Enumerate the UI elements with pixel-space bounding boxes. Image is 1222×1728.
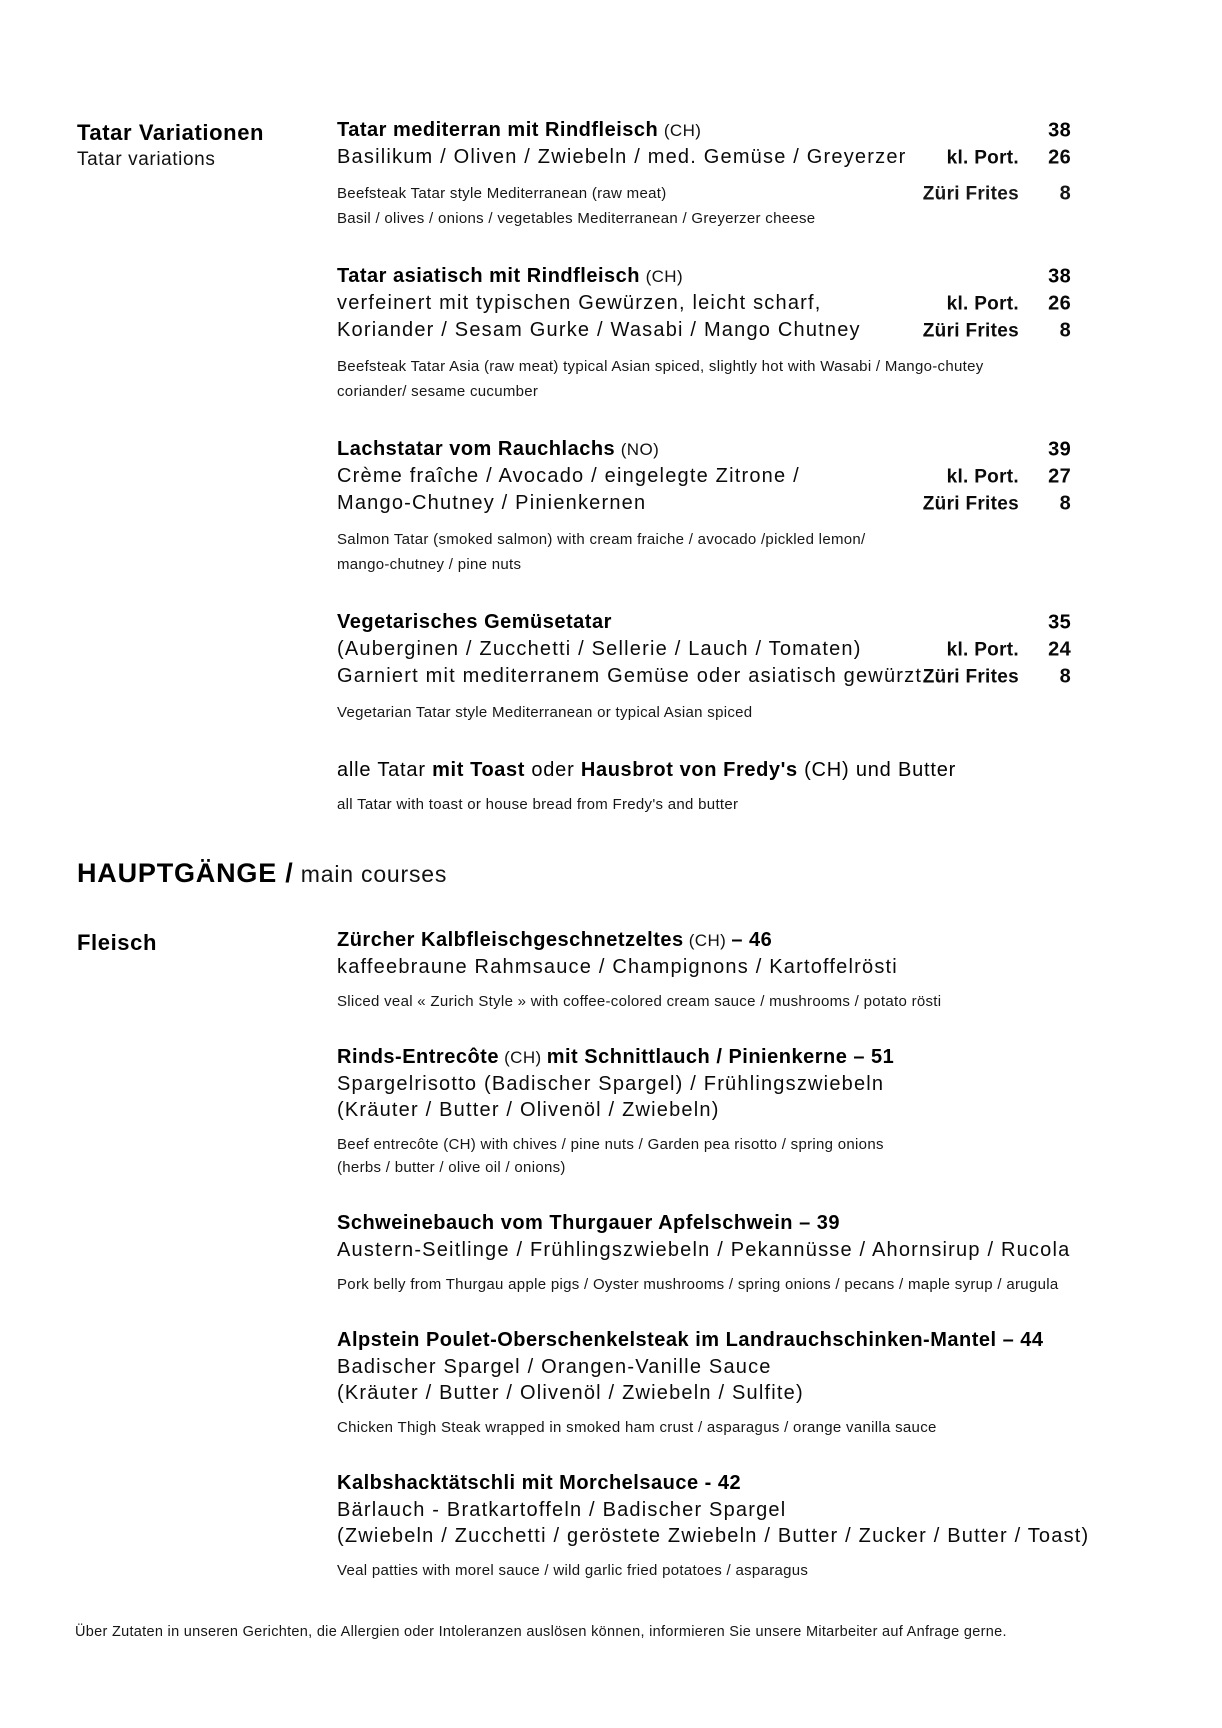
fleisch-items	[337, 927, 1090, 1613]
price-value: 8	[1059, 492, 1071, 514]
item-title-line	[337, 1470, 1071, 1497]
tatar-note-segment: (CH) und Butter	[797, 759, 957, 781]
item-origin-tag: (NO)	[620, 440, 660, 459]
price-size-label: kl. Port.	[946, 147, 1019, 168]
tatar-note-segment: oder	[524, 759, 581, 781]
item-description-de: Badischer Spargel / Orangen-Vanille Sauce	[337, 1356, 772, 1378]
item-description-en	[337, 379, 1071, 404]
item-title-line	[337, 436, 1071, 463]
menu-item	[337, 1470, 1090, 1582]
menu-item	[337, 436, 1071, 577]
section-tatar	[77, 117, 1148, 817]
main-courses-heading	[77, 857, 1148, 894]
item-translation-block	[337, 700, 1071, 725]
section-fleisch	[77, 927, 1148, 1613]
price-value: 38	[1048, 119, 1071, 141]
item-description-de	[337, 317, 1071, 344]
price-value: 8	[1059, 665, 1071, 687]
item-description-en	[337, 700, 1071, 725]
tatar-note-translation	[337, 792, 1071, 817]
item-title: Tatar mediterran mit Rindfleisch	[337, 119, 659, 141]
item-description-de	[337, 490, 1071, 517]
item-translation-text: Beefsteak Tatar Asia (raw meat) typical Asian spiced, slightly hot with Wasabi / Mango-chutey	[337, 358, 984, 375]
item-origin-tag: (CH)	[683, 931, 732, 950]
item-translation-block	[337, 1133, 1071, 1179]
item-title-line	[337, 117, 1071, 144]
price-value: 26	[1048, 292, 1071, 314]
item-translation-block	[337, 527, 1071, 577]
item-translation-block	[337, 181, 1071, 231]
price-value: 38	[1048, 265, 1071, 287]
item-title: – 46	[731, 929, 773, 951]
item-description-de	[337, 636, 1071, 663]
item-translation-text: Beefsteak Tatar style Mediterranean (raw meat)	[337, 185, 667, 202]
menu-item	[337, 927, 1071, 1013]
item-description-de: (Kräuter / Butter / Olivenöl / Zwiebeln)	[337, 1099, 720, 1121]
item-title: Schweinebauch vom Thurgauer Apfelschwein – 39	[337, 1212, 840, 1234]
item-title-line	[337, 609, 1071, 636]
item-title: Kalbshacktätschli mit Morchelsauce - 42	[337, 1472, 742, 1494]
menu-item	[337, 1044, 1071, 1179]
item-description-text: Basilikum / Oliven / Zwiebeln / med. Gemüse / Greyerzer	[337, 146, 907, 168]
item-description-en	[337, 206, 1071, 231]
main-courses-heading-en: main courses	[293, 861, 448, 887]
price-size-label: Züri Frites	[922, 493, 1019, 514]
price-value: 8	[1059, 319, 1071, 341]
item-description-text: Mango-Chutney / Pinienkernen	[337, 492, 647, 514]
item-title: mit Schnittlauch / Pinienkerne – 51	[546, 1046, 895, 1068]
item-description-de: Bärlauch - Bratkartoffeln / Badischer Spargel	[337, 1499, 787, 1521]
price-size-label: Züri Frites	[922, 320, 1019, 341]
item-title-line	[337, 1044, 1071, 1071]
item-translation-block	[337, 354, 1071, 404]
item-title: Rinds-Entrecôte	[337, 1046, 499, 1068]
item-translation-block	[337, 990, 1071, 1013]
item-description-en: (herbs / butter / olive oil / onions)	[337, 1159, 566, 1176]
price-value: 26	[1048, 146, 1071, 168]
menu-item	[337, 1327, 1071, 1439]
item-description-en	[337, 527, 1071, 552]
item-description-en	[337, 181, 1071, 206]
menu-item	[337, 609, 1071, 725]
item-description-de: Spargelrisotto (Badischer Spargel) / Frühlingszwiebeln	[337, 1073, 885, 1095]
item-translation-text: Salmon Tatar (smoked salmon) with cream fraiche / avocado /pickled lemon/	[337, 531, 866, 548]
item-translation-text: mango-chutney / pine nuts	[337, 556, 522, 573]
menu-item	[337, 1210, 1071, 1296]
tatar-note-segment: mit Toast	[432, 759, 525, 781]
item-description-en: Chicken Thigh Steak wrapped in smoked ham crust / asparagus / orange vanilla sauce	[337, 1419, 937, 1436]
item-description-de: Austern-Seitlinge / Frühlingszwiebeln / Pekannüsse / Ahornsirup / Rucola	[337, 1239, 1071, 1261]
item-translation-text: coriander/ sesame cucumber	[337, 383, 539, 400]
price-size-label: Züri Frites	[922, 183, 1019, 204]
item-title: Zürcher Kalbfleischgeschnetzeltes	[337, 929, 684, 951]
price-value: 27	[1048, 465, 1071, 487]
tatar-note-en-line: all Tatar with toast or house bread from Fredy's and butter	[337, 796, 739, 813]
price-size-label: Züri Frites	[922, 666, 1019, 687]
main-courses-heading-de: HAUPTGÄNGE /	[77, 858, 294, 888]
item-title-line	[337, 1327, 1071, 1354]
fleisch-section-label	[77, 927, 337, 957]
item-description-de	[337, 144, 1071, 171]
item-description-text: Crème fraîche / Avocado / eingelegte Zitrone /	[337, 465, 800, 487]
tatar-section-subtitle: Tatar variations	[77, 149, 216, 170]
price-value: 8	[1059, 182, 1071, 204]
tatar-note-segment: Hausbrot von Fredy's	[580, 759, 798, 781]
tatar-section-title: Tatar Variationen	[77, 120, 265, 145]
fleisch-section-title: Fleisch	[77, 930, 158, 955]
tatar-note	[337, 757, 1071, 784]
tatar-note-segment: alle Tatar	[337, 759, 433, 781]
item-title: Vegetarisches Gemüsetatar	[337, 611, 612, 633]
item-description-de: kaffeebraune Rahmsauce / Champignons / Kartoffelrösti	[337, 956, 898, 978]
item-description-en: Pork belly from Thurgau apple pigs / Oyster mushrooms / spring onions / pecans / maple syrup / arugula	[337, 1276, 1059, 1293]
tatar-section-label	[77, 117, 337, 173]
item-description-de: (Kräuter / Butter / Olivenöl / Zwiebeln / Sulfite)	[337, 1382, 804, 1404]
item-description-en: Veal patties with morel sauce / wild garlic fried potatoes / asparagus	[337, 1562, 809, 1579]
price-value: 39	[1048, 438, 1071, 460]
price-value: 24	[1048, 638, 1071, 660]
price-size-label: kl. Port.	[946, 293, 1019, 314]
item-origin-tag: (CH)	[663, 121, 702, 140]
item-description-de	[337, 463, 1071, 490]
item-origin-tag: (CH)	[645, 267, 684, 286]
item-description-text: (Auberginen / Zucchetti / Sellerie / Lauch / Tomaten)	[337, 638, 862, 660]
item-title-line	[337, 927, 1071, 954]
item-description-text: Koriander / Sesam Gurke / Wasabi / Mango Chutney	[337, 319, 861, 341]
item-description-de	[337, 663, 1071, 690]
item-description-en	[337, 354, 1071, 379]
price-size-label: kl. Port.	[946, 639, 1019, 660]
item-description-text: verfeinert mit typischen Gewürzen, leicht scharf,	[337, 292, 822, 314]
item-description-text: Garniert mit mediterranem Gemüse oder asiatisch gewürzt	[337, 665, 923, 687]
tatar-items	[337, 117, 1071, 817]
item-title: Lachstatar vom Rauchlachs	[337, 438, 616, 460]
item-origin-tag: (CH)	[498, 1048, 547, 1067]
item-description-en	[337, 552, 1071, 577]
menu-item	[337, 117, 1071, 231]
item-description-de: (Zwiebeln / Zucchetti / geröstete Zwiebeln / Butter / Zucker / Butter / Toast)	[337, 1525, 1090, 1547]
price-value: 35	[1048, 611, 1071, 633]
allergen-footer-note: Über Zutaten in unseren Gerichten, die Allergien oder Intoleranzen auslösen können, informieren Sie unsere Mitarbeiter auf Anfrage gerne.	[75, 1624, 1007, 1640]
item-translation-text: Basil / olives / onions / vegetables Mediterranean / Greyerzer cheese	[337, 210, 816, 227]
item-description-en: Beef entrecôte (CH) with chives / pine nuts / Garden pea risotto / spring onions	[337, 1136, 884, 1153]
item-description-en: Sliced veal « Zurich Style » with coffee-colored cream sauce / mushrooms / potato rösti	[337, 993, 942, 1010]
price-size-label: kl. Port.	[946, 466, 1019, 487]
item-title: Alpstein Poulet-Oberschenkelsteak im Landrauchschinken-Mantel – 44	[337, 1329, 1044, 1351]
item-title-line	[337, 263, 1071, 290]
item-translation-block	[337, 1273, 1071, 1296]
item-description-de	[337, 290, 1071, 317]
item-title: Tatar asiatisch mit Rindfleisch	[337, 265, 640, 287]
item-translation-block	[337, 1416, 1071, 1439]
item-translation-block	[337, 1559, 1071, 1582]
item-translation-text: Vegetarian Tatar style Mediterranean or typical Asian spiced	[337, 704, 753, 721]
menu-item	[337, 263, 1071, 404]
item-title-line	[337, 1210, 1071, 1237]
